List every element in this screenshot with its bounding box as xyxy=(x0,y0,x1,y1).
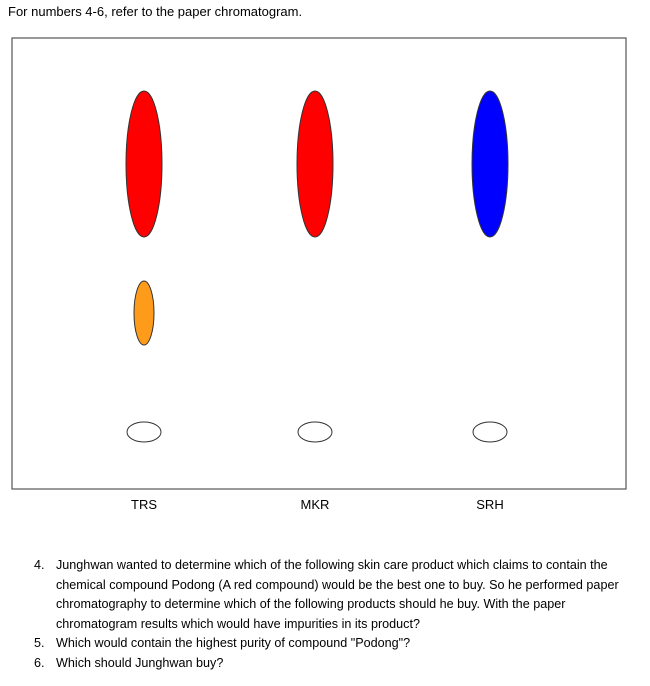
srh-blue-spot xyxy=(472,91,508,237)
trs-orange-spot xyxy=(134,281,154,345)
intro-text: For numbers 4-6, refer to the paper chromatogram. xyxy=(8,4,303,19)
lane-label-trs: TRS xyxy=(131,497,157,512)
lane-label-mkr: MKR xyxy=(300,497,330,512)
question-text: Junghwan wanted to determine which of the following skin care product which claims to contain the chemical compound Podong (A red compound) would be the best one to buy. So he performed paper chromatography to determine which of the following products should he buy. With the paper chromatogram results which would have impurities in its product? xyxy=(56,558,619,631)
question-item xyxy=(34,634,640,654)
question-item xyxy=(34,654,640,674)
question-number: 6. xyxy=(34,655,45,670)
question-text: Which would contain the highest purity of compound "Podong"? xyxy=(56,636,411,650)
question-item xyxy=(34,556,640,634)
question-number: 5. xyxy=(34,636,45,650)
question-number: 4. xyxy=(34,558,45,572)
trs-red-spot xyxy=(126,91,162,237)
lane-label-srh: SRH xyxy=(476,497,504,512)
question-text: Which should Junghwan buy? xyxy=(56,655,224,670)
mkr-red-spot xyxy=(297,91,333,237)
question-list xyxy=(34,556,640,673)
